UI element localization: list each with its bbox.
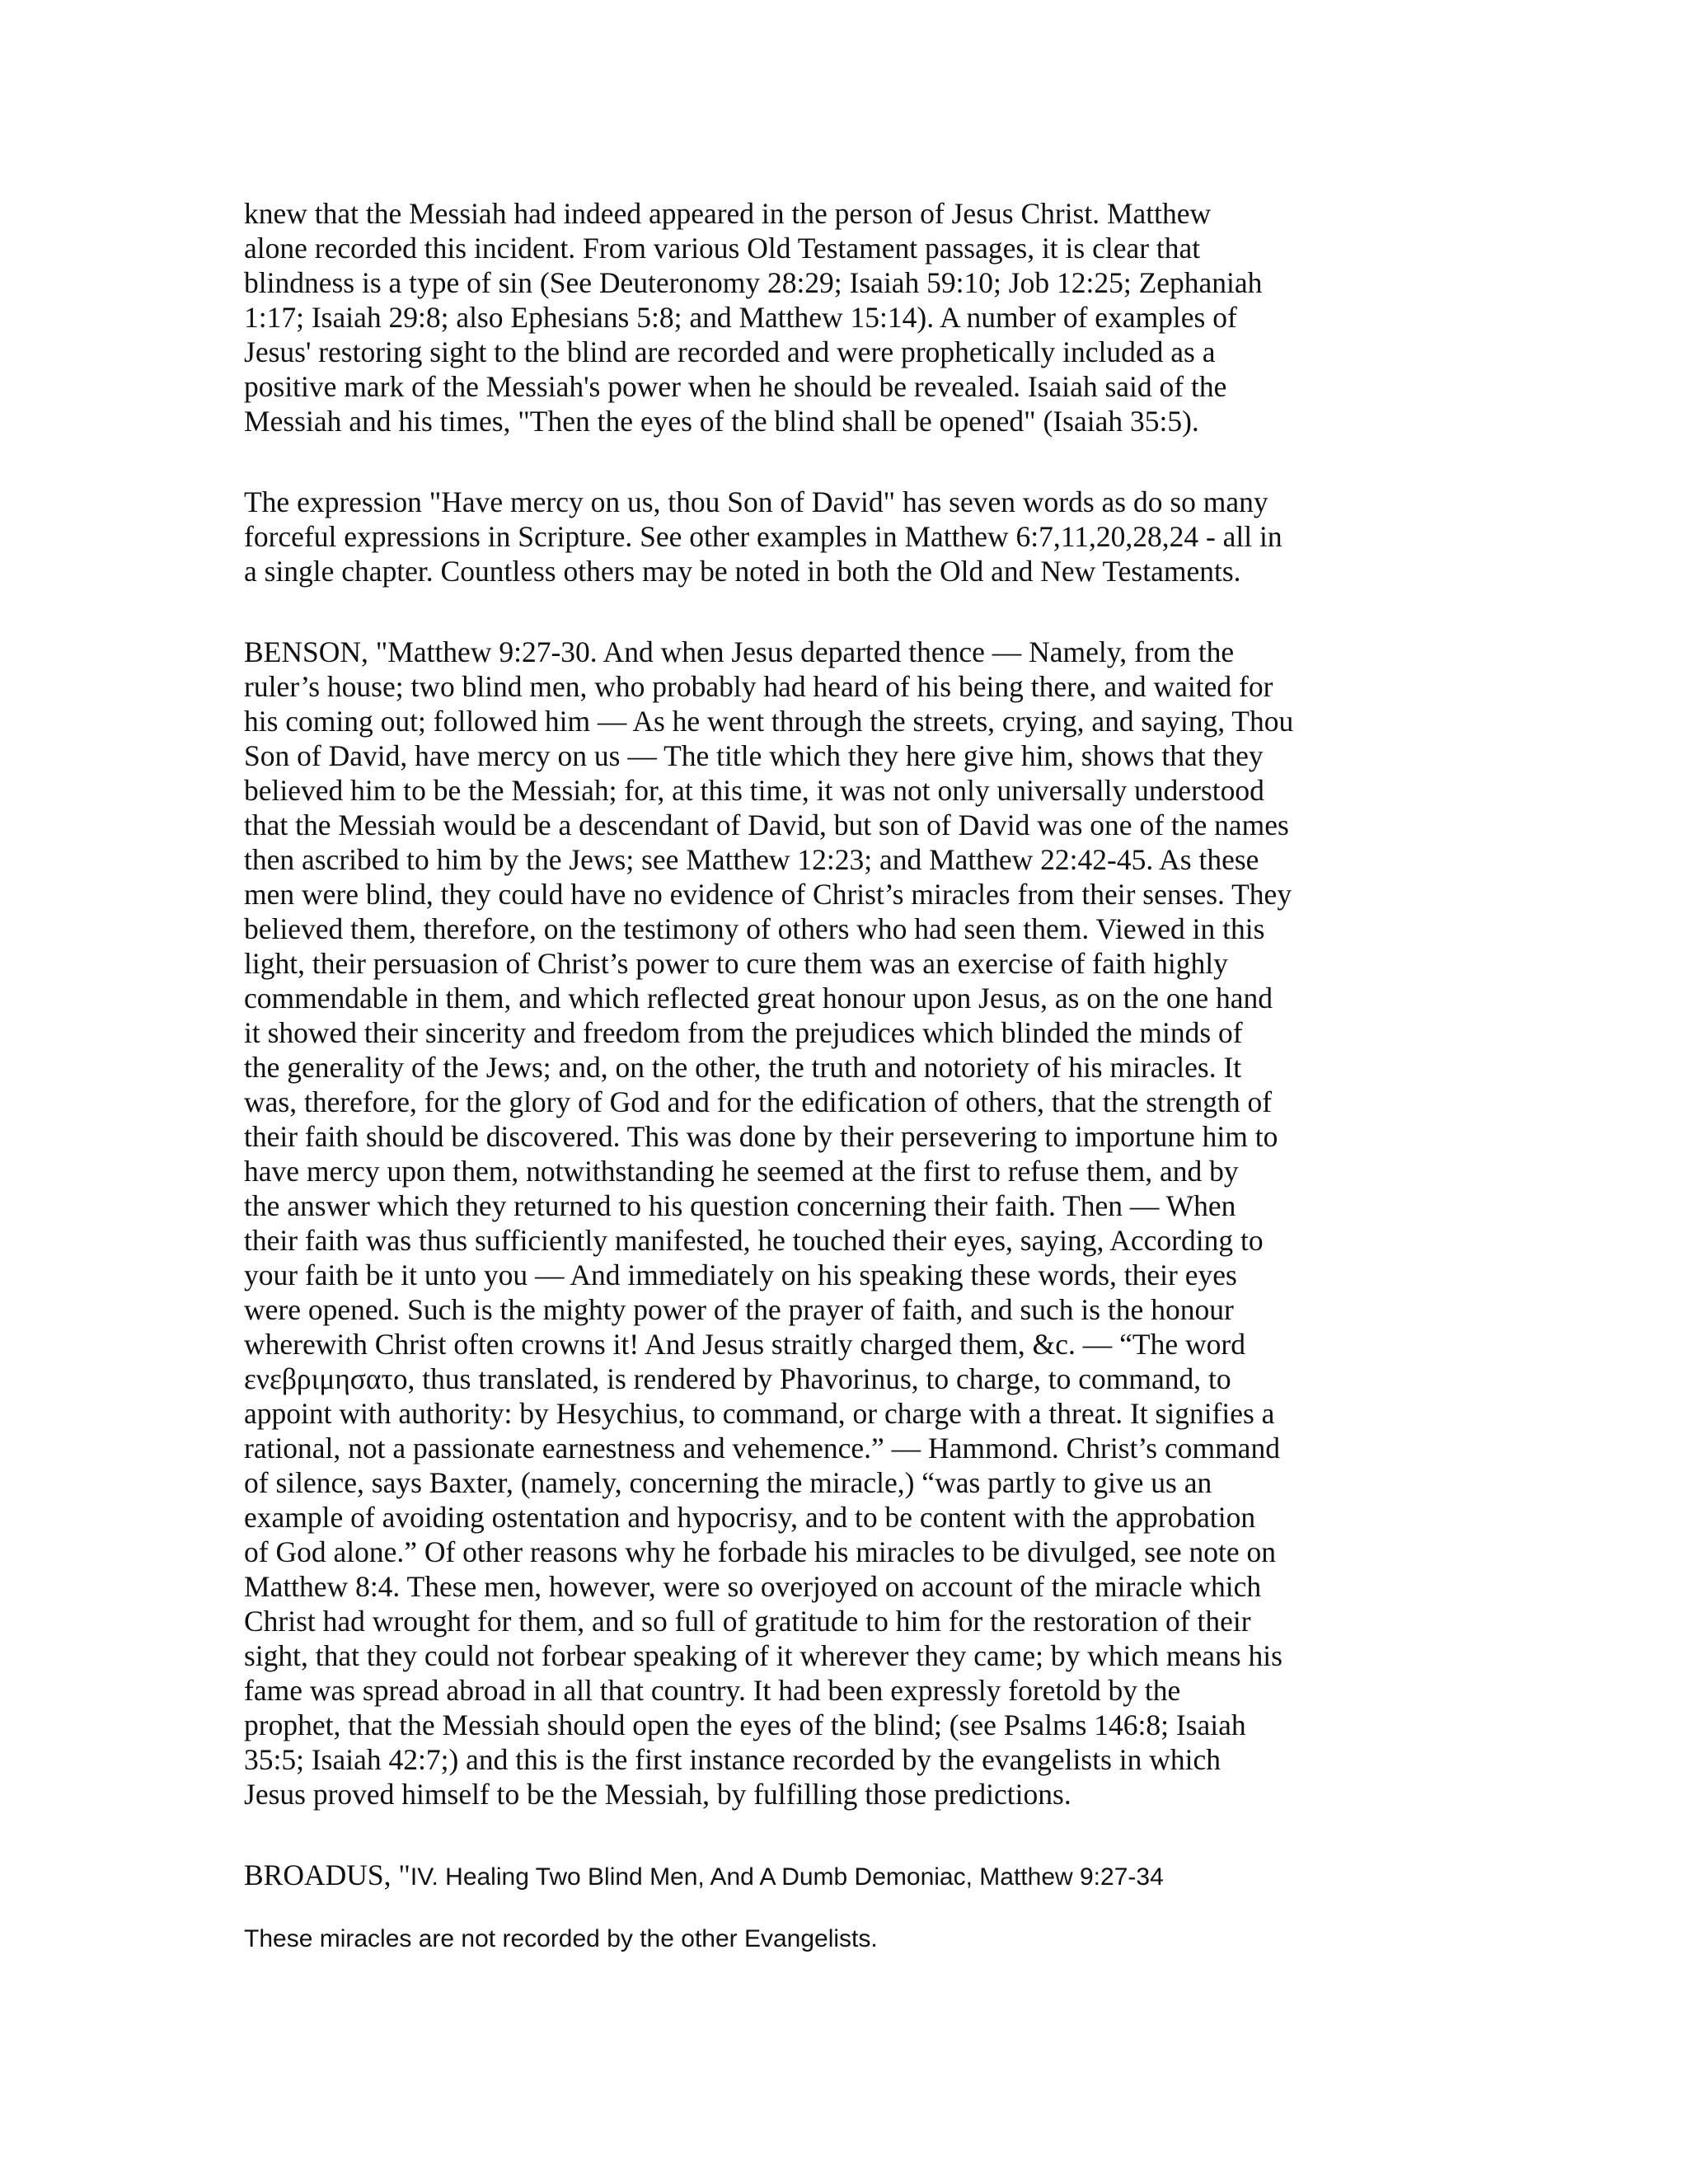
paragraph-closing-note: These miracles are not recorded by the other Evangelists. — [244, 1925, 878, 1952]
paragraph-seven-words: The expression "Have mercy on us, thou Son of David" has seven words as do so many forceful expressions in Scripture. See other examples in Matthew 6:7,11,20,28,24 - all in a single chapter. Countless others may be noted in both the Old and New Testaments. — [244, 485, 1282, 588]
broadus-lead: BROADUS, " — [244, 1858, 410, 1891]
paragraph-benson-commentary: BENSON, "Matthew 9:27-30. And when Jesus departed thence — Namely, from the ruler’s house; two blind men, who probably had heard of his being there, and waited for his coming out; followed him — As he went through the streets, crying, and saying, Thou Son of David, have mercy on us — The title which they here give him, shows that they believed him to be the Messiah; for, at this time, it was not only universally understood that the Messiah would be a descendant of David, but son of David was one of the names then ascribed to him by the Jews; see Matthew 12:23; and Matthew 22:42-45. As these men were blind, they could have no evidence of Christ’s miracles from their senses. They believed them, therefore, on the testimony of others who had seen them. Viewed in this light, their persuasion of Christ’s power to cure them was an exercise of faith highly commendable in them, and which reflected great honour upon Jesus, as on the one hand it showed their sincerity and freedom from the prejudices which blinded the minds of the generality of the Jews; and, on the other, the truth and notoriety of his miracles. It was, therefore, for the glory of God and for the edification of others, that the strength of their faith should be discovered. This was done by their persevering to importune him to have mercy upon them, notwithstanding he seemed at the first to refuse them, and by the answer which they returned to his question concerning their faith. Then — When their faith was thus sufficiently manifested, he touched their eyes, saying, According to your faith be it unto you — And immediately on his speaking these words, their eyes were opened. Such is the mighty power of the prayer of faith, and such is the honour wherewith Christ often crowns it! And Jesus straitly charged them, &c. — “The word ενεβριμησατο, thus translated, is rendered by Phavorinus, to charge, to command, to appoint with authority: by Hesychius, to command, or charge with a threat. It signifies a rational, not a passionate earnestness and vehemence.” — Hammond. Christ’s command of silence, says Baxter, (namely, concerning the miracle,) “was partly to give us an example of avoiding ostentation and hypocrisy, and to be content with the approbation of God alone.” Of other reasons why he forbade his miracles to be divulged, see note on Matthew 8:4. These men, however, were so overjoyed on account of the miracle which Christ had wrought for them, and so full of gratitude to him for the restoration of their sight, that they could not forbear speaking of it wherever they came; by which means his fame was spread abroad in all that country. It had been expressly foretold by the prophet, that the Messiah should open the eyes of the blind; (see Psalms 146:8; Isaiah 35:5; Isaiah 42:7;) and this is the first instance recorded by the evangelists in which Jesus proved himself to be the Messiah, by fulfilling those predictions. — [244, 635, 1294, 1811]
broadus-section-title: IV. Healing Two Blind Men, And A Dumb Demoniac, Matthew 9:27-34 — [410, 1863, 1164, 1891]
broadus-heading — [244, 1858, 1444, 1899]
document-page — [244, 196, 1444, 1957]
paragraph-messiah-blindness: knew that the Messiah had indeed appeared in the person of Jesus Christ. Matthew alone recorded this incident. From various Old Testament passages, it is clear that blindness is a type of sin (See Deuteronomy 28:29; Isaiah 59:10; Job 12:25; Zephaniah 1:17; Isaiah 29:8; also Ephesians 5:8; and Matthew 15:14). A number of examples of Jesus' restoring sight to the blind are recorded and were prophetically included as a positive mark of the Messiah's power when he should be revealed. Isaiah said of the Messiah and his times, "Then the eyes of the blind shall be opened" (Isaiah 35:5). — [244, 197, 1263, 438]
